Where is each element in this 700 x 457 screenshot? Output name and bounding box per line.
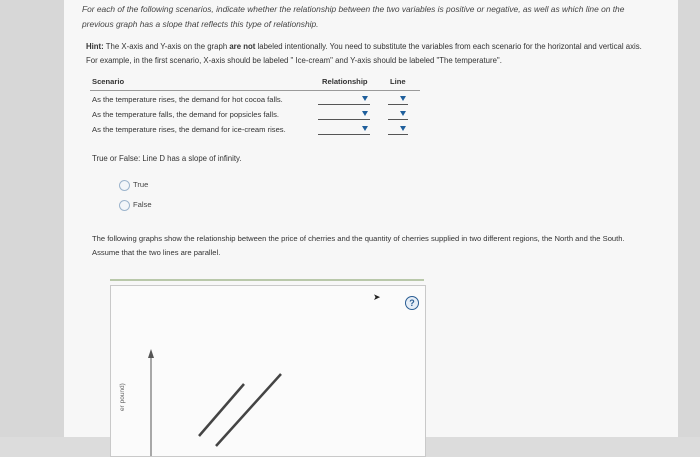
radio-button[interactable]: [119, 200, 130, 211]
right-background: [678, 0, 700, 437]
question-page: [64, 0, 678, 437]
line-dropdown[interactable]: [388, 109, 408, 120]
table-header: [90, 76, 420, 91]
option-label[interactable]: True: [133, 180, 149, 189]
relationship-dropdown[interactable]: [318, 124, 370, 135]
header-scenario: Scenario: [92, 77, 125, 86]
hint-prefix: Hint:: [86, 42, 104, 51]
hint-part1: The X-axis and Y-axis on the graph: [103, 42, 230, 51]
dropdown-arrow-icon: [400, 111, 406, 116]
cursor-icon: ➤: [373, 292, 381, 302]
intro-text: For each of the following scenarios, indicate whether the relationship between the two variables is positive or negative, as well as which line on the previous graph has a slope that reflects this type of relationship.: [82, 4, 625, 29]
radio-button[interactable]: [119, 180, 130, 191]
graph-panel: [110, 285, 426, 457]
table-row: [90, 106, 420, 121]
scenario-text: As the temperature rises, the demand for ice-cream rises.: [92, 125, 286, 134]
help-icon[interactable]: ?: [405, 296, 419, 310]
dropdown-arrow-icon: [400, 96, 406, 101]
hint-part2: labeled intentionally. You need to substitute the variables from each scenario for the horizontal and vertical axis. For example, in the first scenario, X-axis should be labeled " Ice-cream" and Y-axis should be labeled "The temperature".: [86, 42, 642, 65]
header-relationship: Relationship: [322, 77, 368, 86]
supply-line-1: [199, 384, 244, 436]
y-axis-label: er pound): [119, 383, 126, 411]
hint-bold: are not: [229, 42, 256, 51]
hint-text: [86, 40, 646, 68]
header-line: Line: [390, 77, 406, 86]
line-dropdown[interactable]: [388, 124, 408, 135]
scenario-text: As the temperature rises, the demand for hot cocoa falls.: [92, 95, 283, 104]
relationship-dropdown[interactable]: [318, 109, 370, 120]
left-background: [0, 0, 64, 437]
dropdown-arrow-icon: [362, 111, 368, 116]
scenario-table: [90, 76, 420, 136]
true-false-question: True or False: Line D has a slope of infinity.: [92, 154, 242, 163]
table-row: [90, 91, 420, 106]
cherries-question: The following graphs show the relationship between the price of cherries and the quantity of cherries supplied in two different regions, the North and the South. Assume that the two lines are parallel.: [92, 234, 625, 257]
dropdown-arrow-icon: [400, 126, 406, 131]
line-dropdown[interactable]: [388, 94, 408, 105]
option-label[interactable]: False: [133, 200, 152, 209]
graph-svg: [111, 286, 425, 456]
relationship-dropdown[interactable]: [318, 94, 370, 105]
dropdown-arrow-icon: [362, 96, 368, 101]
supply-line-2: [216, 374, 281, 446]
scenario-text: As the temperature falls, the demand for popsicles falls.: [92, 110, 279, 119]
y-axis-arrow-icon: [148, 349, 154, 358]
divider: [110, 279, 424, 281]
dropdown-arrow-icon: [362, 126, 368, 131]
table-row: [90, 121, 420, 136]
